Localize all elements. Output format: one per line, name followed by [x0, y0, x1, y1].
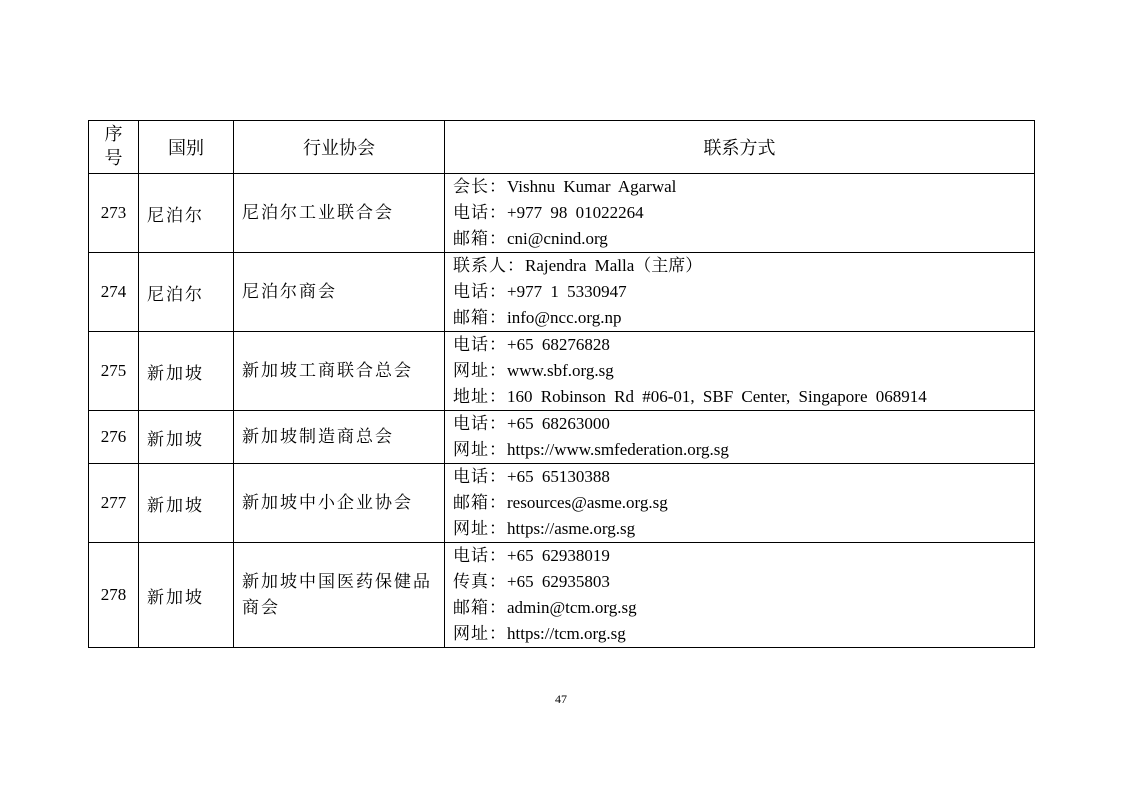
contact-line: [453, 437, 1026, 463]
row-contacts: [445, 464, 1035, 543]
table-row: [89, 543, 1035, 648]
contact-line: [453, 332, 1026, 358]
row-association: 尼泊尔商会: [234, 253, 445, 332]
contact-value: https://www.smfederation.org.sg: [507, 440, 729, 459]
contact-value: +65 65130388: [507, 467, 610, 486]
row-seq: 278: [89, 543, 139, 648]
table-header-row: [89, 121, 1035, 174]
contact-label: 电话：: [453, 335, 507, 355]
row-seq: 273: [89, 174, 139, 253]
contact-value: +65 68263000: [507, 414, 610, 433]
contact-value: www.sbf.org.sg: [507, 361, 614, 380]
contact-label: 邮箱：: [453, 493, 507, 513]
row-association: 尼泊尔工业联合会: [234, 174, 445, 253]
contact-line: [453, 569, 1026, 595]
contact-label: 电话：: [453, 414, 507, 434]
contact-label: 会长：: [453, 177, 507, 197]
contact-line: [453, 464, 1026, 490]
contact-label: 邮箱：: [453, 308, 507, 328]
row-country: 新加坡: [139, 332, 234, 411]
row-country: 尼泊尔: [139, 174, 234, 253]
contact-value: +65 68276828: [507, 335, 610, 354]
contact-value: admin@tcm.org.sg: [507, 598, 637, 617]
contact-label: 邮箱：: [453, 598, 507, 618]
contact-line: [453, 543, 1026, 569]
contact-line: [453, 305, 1026, 331]
row-association: 新加坡制造商总会: [234, 411, 445, 464]
header-country: 国别: [139, 121, 234, 174]
contact-label: 联系人：: [453, 256, 525, 276]
contact-label: 电话：: [453, 546, 507, 566]
contact-value: Rajendra Malla（主席）: [525, 256, 703, 275]
contact-line: [453, 384, 1026, 410]
contact-value: +65 62938019: [507, 546, 610, 565]
contact-value: https://tcm.org.sg: [507, 624, 626, 643]
row-country: 尼泊尔: [139, 253, 234, 332]
contact-value: +977 1 5330947: [507, 282, 627, 301]
contact-line: [453, 174, 1026, 200]
contact-label: 网址：: [453, 440, 507, 460]
contact-value: 160 Robinson Rd #06-01, SBF Center, Singapore 068914: [507, 387, 927, 406]
contact-line: [453, 516, 1026, 542]
row-seq: 276: [89, 411, 139, 464]
contact-label: 邮箱：: [453, 229, 507, 249]
row-country: 新加坡: [139, 464, 234, 543]
contact-value: +977 98 01022264: [507, 203, 644, 222]
contact-label: 传真：: [453, 572, 507, 592]
contact-label: 电话：: [453, 467, 507, 487]
row-seq: 277: [89, 464, 139, 543]
page-number: 47: [555, 692, 567, 706]
header-association: 行业协会: [234, 121, 445, 174]
row-contacts: [445, 332, 1035, 411]
row-association: 新加坡中小企业协会: [234, 464, 445, 543]
contact-value: Vishnu Kumar Agarwal: [507, 177, 677, 196]
row-contacts: [445, 411, 1035, 464]
contact-line: [453, 595, 1026, 621]
contact-line: [453, 621, 1026, 647]
contact-line: [453, 200, 1026, 226]
header-seq: [89, 121, 139, 174]
row-association: 新加坡中国医药保健品商会: [234, 543, 445, 648]
table-row: [89, 174, 1035, 253]
contact-label: 网址：: [453, 624, 507, 644]
table-row: [89, 464, 1035, 543]
association-table: [88, 120, 1035, 648]
row-country: 新加坡: [139, 411, 234, 464]
header-seq-line1: 序: [104, 124, 123, 145]
row-seq: 274: [89, 253, 139, 332]
contact-value: https://asme.org.sg: [507, 519, 636, 538]
header-contact: 联系方式: [445, 121, 1035, 174]
row-association: 新加坡工商联合总会: [234, 332, 445, 411]
table-row: [89, 411, 1035, 464]
contact-value: +65 62935803: [507, 572, 610, 591]
contact-label: 地址：: [453, 387, 507, 407]
contact-value: cni@cnind.org: [507, 229, 608, 248]
row-country: 新加坡: [139, 543, 234, 648]
contact-label: 电话：: [453, 282, 507, 302]
contact-label: 网址：: [453, 519, 507, 539]
contact-label: 网址：: [453, 361, 507, 381]
contact-line: [453, 279, 1026, 305]
contact-line: [453, 358, 1026, 384]
header-seq-line2: 号: [104, 148, 123, 169]
contact-label: 电话：: [453, 203, 507, 223]
contact-line: [453, 226, 1026, 252]
contact-value: info@ncc.org.np: [507, 308, 622, 327]
row-contacts: [445, 543, 1035, 648]
contact-line: [453, 253, 1026, 279]
row-contacts: [445, 174, 1035, 253]
table-row: [89, 332, 1035, 411]
contact-line: [453, 490, 1026, 516]
contact-line: [453, 411, 1026, 437]
row-seq: 275: [89, 332, 139, 411]
table-row: [89, 253, 1035, 332]
contact-value: resources@asme.org.sg: [507, 493, 668, 512]
row-contacts: [445, 253, 1035, 332]
